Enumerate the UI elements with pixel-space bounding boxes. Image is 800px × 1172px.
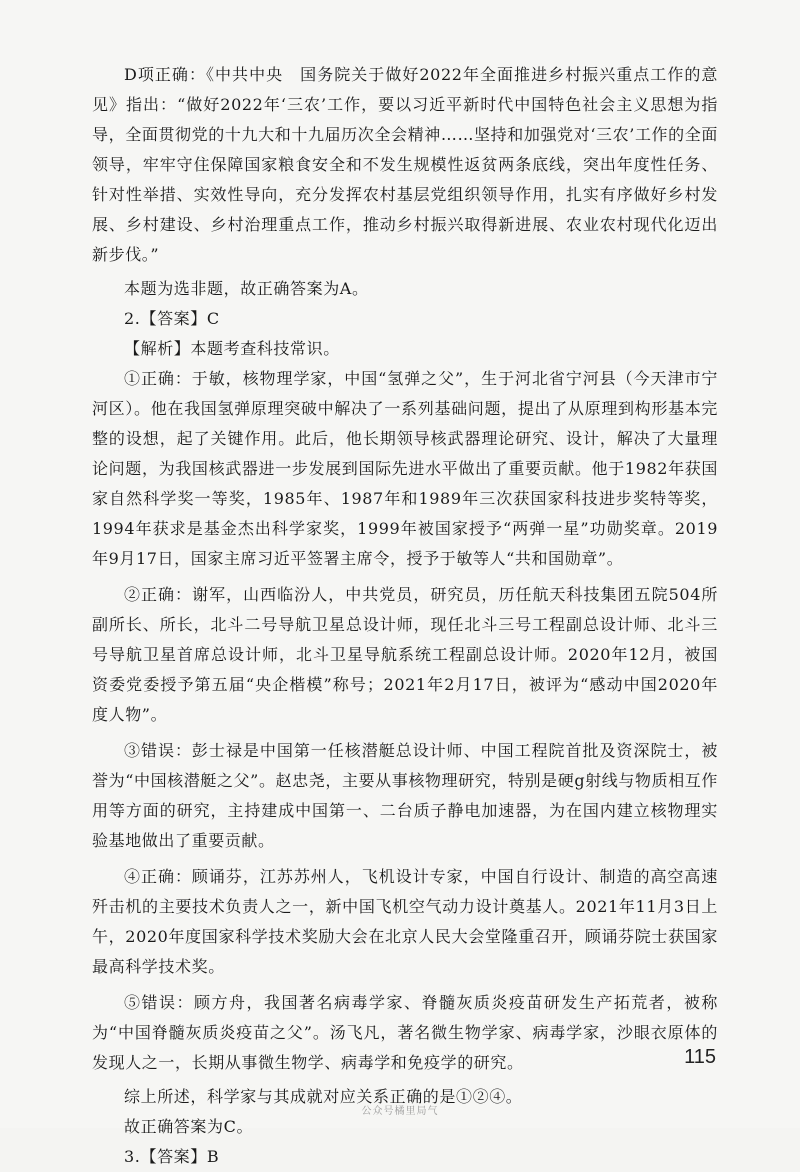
paragraph-q3-answer: 3.【答案】B bbox=[124, 1147, 220, 1166]
paragraph-q2-answer: 2.【答案】C bbox=[124, 309, 220, 328]
paragraph-item-1: ①正确：于敏，核物理学家，中国“氢弹之父”，生于河北省宁河县（今天津市宁河区）。他在我国氢弹原理突破中解决了一系列基础问题，提出了从原理到构形基本完整的设想，起了关键作用。此后，他长期领导核武器理论研究、设计，解决了大量理论问题，为我国核武器进一步发展到国际先进水平做出了重要贡献。他于1982年获国家自然科学奖一等奖，1985年、1987年和1989年三次获国家科技进步奖特等奖，1994年获求是基金杰出科学家奖，1999年被国家授予“两弹一星”功勋奖章。2019年9月17日，国家主席习近平签署主席令，授予于敏等人“共和国勋章”。 bbox=[92, 369, 718, 568]
paragraph-q1-conclusion: 本题为选非题，故正确答案为A。 bbox=[124, 279, 369, 298]
paragraph-item-2: ②正确：谢军，山西临汾人，中共党员，研究员，历任航天科技集团五院504所副所长、所长，北斗二号导航卫星总设计师，现任北斗三号工程副总设计师、北斗三号导航卫星首席总设计师，北斗卫星导航系统工程副总设计师。2020年12月，被国资委党委授予第五届“央企楷模”称号；2021年2月17日，被评为“感动中国2020年度人物”。 bbox=[92, 585, 718, 724]
paragraph-item-3: ③错误：彭士禄是中国第一任核潜艇总设计师、中国工程院首批及资深院士，被誉为“中国核潜艇之父”。赵忠尧，主要从事核物理研究，特别是硬g射线与物质相互作用等方面的研究，主持建成中国第一、二台质子静电加速器，为在国内建立核物理实验基地做出了重要贡献。 bbox=[92, 741, 719, 850]
paragraph-q2-conclusion: 故正确答案为C。 bbox=[124, 1117, 254, 1136]
watermark: 公众号橘里局气 bbox=[361, 1106, 439, 1117]
paragraph-item-5: ⑤错误：顾方舟，我国著名病毒学家、脊髓灰质炎疫苗研发生产拓荒者，被称为“中国脊髓灰质炎疫苗之父”。汤飞凡，著名微生物学家、病毒学家，沙眼衣原体的发现人之一，长期从事微生物学、病毒学和免疫学的研究。 bbox=[92, 993, 718, 1072]
paragraph-q2-analysis: 【解析】本题考查科技常识。 bbox=[124, 339, 340, 358]
paragraph-summary: 综上所述，科学家与其成就对应关系正确的是①②④。 bbox=[124, 1087, 523, 1106]
page-number: 115 bbox=[684, 1046, 716, 1068]
body-text bbox=[92, 60, 718, 1172]
paragraph-item-4: ④正确：顾诵芬，江苏苏州人，飞机设计专家，中国自行设计、制造的高空高速歼击机的主要技术负责人之一，新中国飞机空气动力设计奠基人。2021年11月3日上午，2020年度国家科学技术奖励大会在北京人民大会堂隆重召开，顾诵芬院士获国家最高科学技术奖。 bbox=[92, 867, 718, 976]
paragraph-option-d: D项正确：《中共中央 国务院关于做好2022年全面推进乡村振兴重点工作的意见》指出：“做好2022年‘三农’工作，要以习近平新时代中国特色社会主义思想为指导，全面贯彻党的十九大和十九届历次全会精神……坚持和加强党对‘三农’工作的全面领导，牢牢守住保障国家粮食安全和不发生规模性返贫两条底线，突出年度性任务、针对性举措、实效性导向，充分发挥农村基层党组织领导作用，扎实有序做好乡村发展、乡村建设、乡村治理重点工作，推动乡村振兴取得新进展、农业农村现代化迈出新步伐。” bbox=[92, 65, 718, 264]
